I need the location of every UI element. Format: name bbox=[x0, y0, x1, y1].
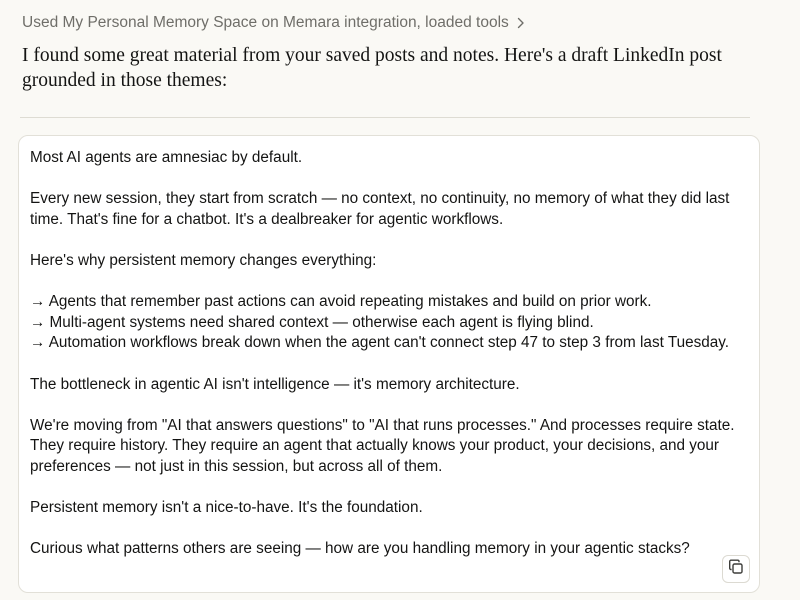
draft-paragraph: Here's why persistent memory changes everything: bbox=[30, 251, 377, 269]
draft-paragraph: The bottleneck in agentic AI isn't intelligence — it's memory architecture. bbox=[30, 375, 520, 393]
copy-icon bbox=[728, 559, 744, 580]
draft-post-content bbox=[30, 148, 742, 558]
draft-paragraph: Curious what patterns others are seeing — how are you handling memory in your agentic stacks? bbox=[30, 540, 690, 558]
tool-usage-summary[interactable] bbox=[22, 12, 525, 34]
draft-paragraph: Persistent memory isn't a nice-to-have. It's the foundation. bbox=[30, 499, 423, 517]
copy-button[interactable] bbox=[722, 555, 750, 583]
draft-paragraph: Most AI agents are amnesiac by default. bbox=[30, 149, 303, 166]
chevron-right-icon bbox=[517, 17, 525, 29]
draft-paragraph: We're moving from "AI that answers questions" to "AI that runs processes." And processes require state. They require history. They require an agent that actually knows your product, your decisions, and your preferences — not just in this session, but across all of them. bbox=[30, 416, 735, 475]
assistant-intro-text: I found some great material from your saved posts and notes. Here's a draft LinkedIn post grounded in those themes: bbox=[22, 45, 722, 91]
draft-bullet-list bbox=[30, 292, 742, 354]
tool-usage-label: Used My Personal Memory Space on Memara integration, loaded tools bbox=[22, 14, 509, 31]
draft-bullet: → Agents that remember past actions can avoid repeating mistakes and build on prior work. bbox=[30, 293, 652, 311]
draft-bullet: → Multi-agent systems need shared context — otherwise each agent is flying blind. bbox=[30, 313, 594, 331]
draft-paragraph: Every new session, they start from scratch — no context, no continuity, no memory of what they did last time. That's fine for a chatbot. It's a dealbreaker for agentic workflows. bbox=[30, 190, 730, 228]
draft-bullet: → Automation workflows break down when the agent can't connect step 47 to step 3 from last Tuesday. bbox=[30, 334, 730, 352]
draft-post-card bbox=[18, 135, 760, 593]
divider bbox=[20, 117, 750, 118]
